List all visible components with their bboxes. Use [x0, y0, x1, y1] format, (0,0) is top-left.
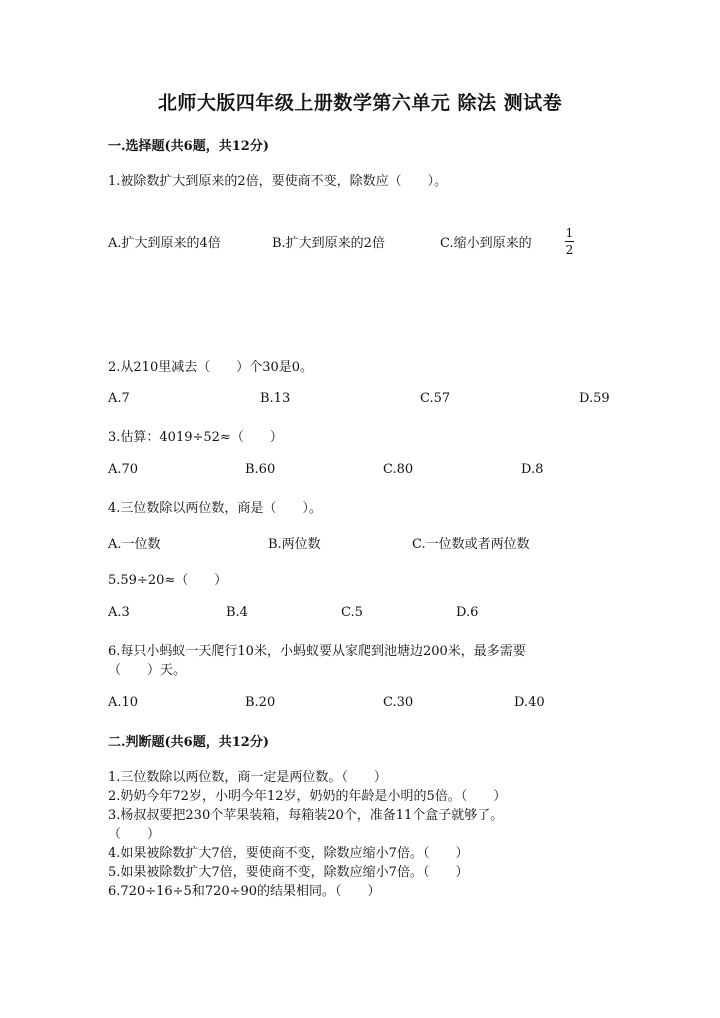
q5-option-a: A.3	[108, 605, 130, 620]
section-heading-judgment: 二.判断题(共6题，共12分)	[108, 735, 269, 750]
q1-fraction	[565, 226, 574, 257]
question-2: 2.从210里减去（ ）个30是0。	[108, 360, 314, 375]
question-6: 6.每只小蚂蚁一天爬行10米，小蚂蚁要从家爬到池塘边200米，最多需要	[108, 644, 526, 659]
question-5: 5.59÷20≈（ ）	[108, 573, 228, 588]
q5-option-d: D.6	[456, 605, 479, 620]
q3-option-b: B.60	[245, 462, 276, 477]
q6-option-b: B.20	[245, 695, 276, 710]
q4-option-b: B.两位数	[268, 537, 321, 552]
q4-option-a: A.一位数	[108, 537, 161, 552]
q6-option-a: A.10	[108, 695, 139, 710]
q5-option-c: C.5	[341, 605, 363, 620]
q1-option-a: A.扩大到原来的4倍	[108, 236, 221, 251]
judgment-item-6: 6.720÷16÷5和720÷90的结果相同。（ ）	[108, 884, 381, 899]
judgment-item-4: 4.如果被除数扩大7倍，要使商不变，除数应缩小7倍。（ ）	[108, 846, 469, 861]
judgment-item-5: 5.如果被除数扩大7倍，要使商不变，除数应缩小7倍。（ ）	[108, 865, 469, 880]
fraction-denominator: 2	[565, 243, 574, 257]
judgment-item-3: 3.杨叔叔要把230个苹果装箱，每箱装20个，准备11个盒子就够了。	[108, 808, 504, 823]
q3-option-a: A.70	[108, 462, 139, 477]
q3-option-d: D.8	[521, 462, 544, 477]
judgment-item-3-continued: （ ）	[108, 827, 161, 842]
section-heading-choice: 一.选择题(共6题，共12分)	[108, 139, 269, 154]
question-6-continued: （ ）天。	[108, 663, 187, 678]
question-4: 4.三位数除以两位数，商是（ ）。	[108, 501, 322, 516]
q6-option-c: C.30	[383, 695, 414, 710]
q2-option-d: D.59	[579, 391, 610, 406]
fraction-numerator: 1	[565, 226, 574, 240]
fraction-bar	[565, 241, 574, 242]
q5-option-b: B.4	[226, 605, 248, 620]
question-3: 3.估算：4019÷52≈（ ）	[108, 430, 283, 445]
q2-option-b: B.13	[260, 391, 291, 406]
question-1: 1.被除数扩大到原来的2倍，要使商不变，除数应（ ）。	[108, 174, 448, 189]
q6-option-d: D.40	[514, 695, 545, 710]
q1-option-b: B.扩大到原来的2倍	[272, 236, 385, 251]
q2-option-a: A.7	[108, 391, 130, 406]
q2-option-c: C.57	[420, 391, 451, 406]
judgment-item-2: 2.奶奶今年72岁，小明今年12岁，奶奶的年龄是小明的5倍。（ ）	[108, 789, 507, 804]
q4-option-c: C.一位数或者两位数	[412, 537, 530, 552]
judgment-item-1: 1.三位数除以两位数，商一定是两位数。（ ）	[108, 770, 387, 785]
q3-option-c: C.80	[383, 462, 414, 477]
q1-option-c: C.缩小到原来的	[440, 236, 532, 251]
page-title: 北师大版四年级上册数学第六单元 除法 测试卷	[157, 92, 563, 114]
